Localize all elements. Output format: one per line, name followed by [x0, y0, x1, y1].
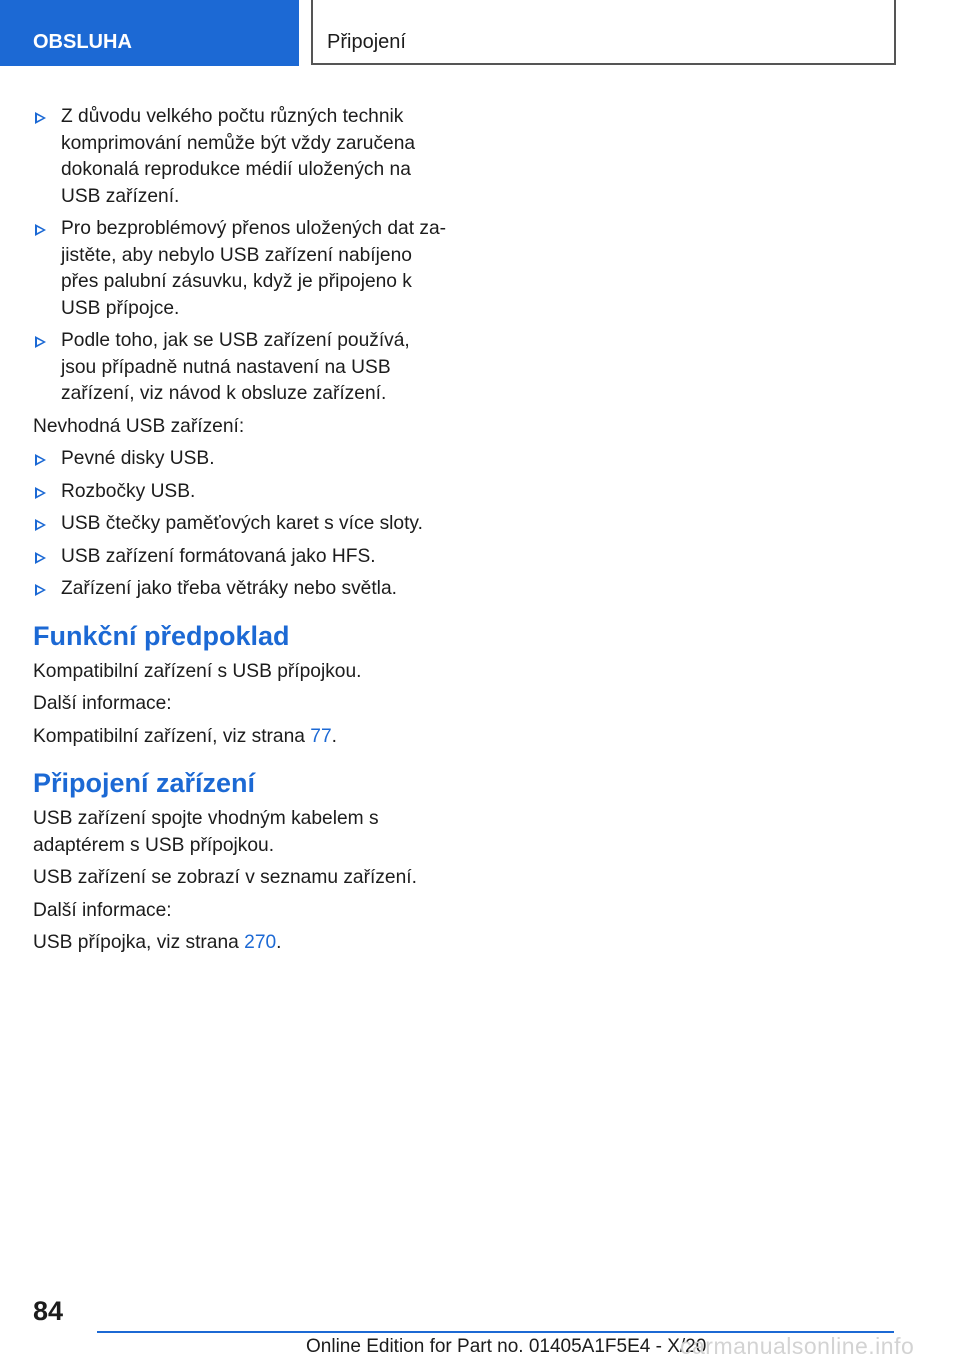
main-content — [33, 104, 448, 963]
list-item: Pevné disky USB. — [33, 446, 448, 473]
watermark: carmanualsonline.info — [680, 1333, 915, 1359]
paragraph: USB přípojka, viz strana 270. — [33, 932, 282, 953]
paragraph: Kompatibilní zařízení s USB přípojkou. — [33, 660, 362, 682]
triangle-bullet-icon — [35, 519, 46, 531]
triangle-bullet-icon — [35, 336, 46, 348]
list-item: USB zařízení formátovaná jako HFS. — [33, 544, 448, 571]
page-link-77[interactable]: 77 — [310, 725, 332, 747]
triangle-bullet-icon — [35, 584, 46, 596]
unsuitable-devices-list — [33, 446, 448, 603]
footer-edition: Online Edition for Part no. 01405A1F5E4 - X/20 — [306, 1336, 707, 1357]
list-item: Pro bezproblémový přenos uložených dat zajistěte, aby nebylo USB zařízení nabíjeno přes palubní zásuvku, když je připojeno k USB přípojce. — [33, 216, 448, 322]
list-item: USB čtečky paměťových karet s více sloty. — [33, 511, 448, 538]
notes-list — [33, 104, 448, 408]
triangle-bullet-icon — [35, 552, 46, 564]
list-item: Rozbočky USB. — [33, 479, 448, 506]
page-link-270[interactable]: 270 — [244, 932, 277, 953]
paragraph: Další informace: — [33, 693, 172, 714]
paragraph: USB zařízení spojte vhodným kabelem s adaptérem s USB přípojkou. — [33, 808, 379, 856]
list-item: Podle toho, jak se USB zařízení používá, jsou případně nutná nastavení na USB zařízení, viz návod k obsluze zařízení. — [33, 328, 448, 408]
triangle-bullet-icon — [35, 487, 46, 499]
list-item: Z důvodu velkého počtu různých technik komprimování nemůže být vždy zaručena dokonalá reprodukce médií uložených na USB zařízení. — [33, 104, 448, 210]
chapter-title: Připojení — [311, 0, 896, 65]
page-number: 84 — [33, 1296, 64, 1326]
paragraph: Kompatibilní zařízení, viz strana 77. — [33, 725, 337, 747]
list-item: Zařízení jako třeba větráky nebo světla. — [33, 576, 448, 603]
unsuitable-devices-label: Nevhodná USB zařízení: — [33, 415, 245, 437]
heading-functional-requirement: Funkční předpoklad — [33, 620, 290, 651]
page-header — [0, 0, 960, 66]
heading-connect-device: Připojení zařízení — [33, 768, 256, 798]
section-tab: OBSLUHA — [0, 0, 299, 66]
triangle-bullet-icon — [35, 224, 46, 236]
paragraph: Další informace: — [33, 899, 172, 921]
triangle-bullet-icon — [35, 454, 46, 466]
triangle-bullet-icon — [35, 112, 46, 124]
paragraph: USB zařízení se zobrazí v seznamu zařízení. — [33, 867, 417, 888]
